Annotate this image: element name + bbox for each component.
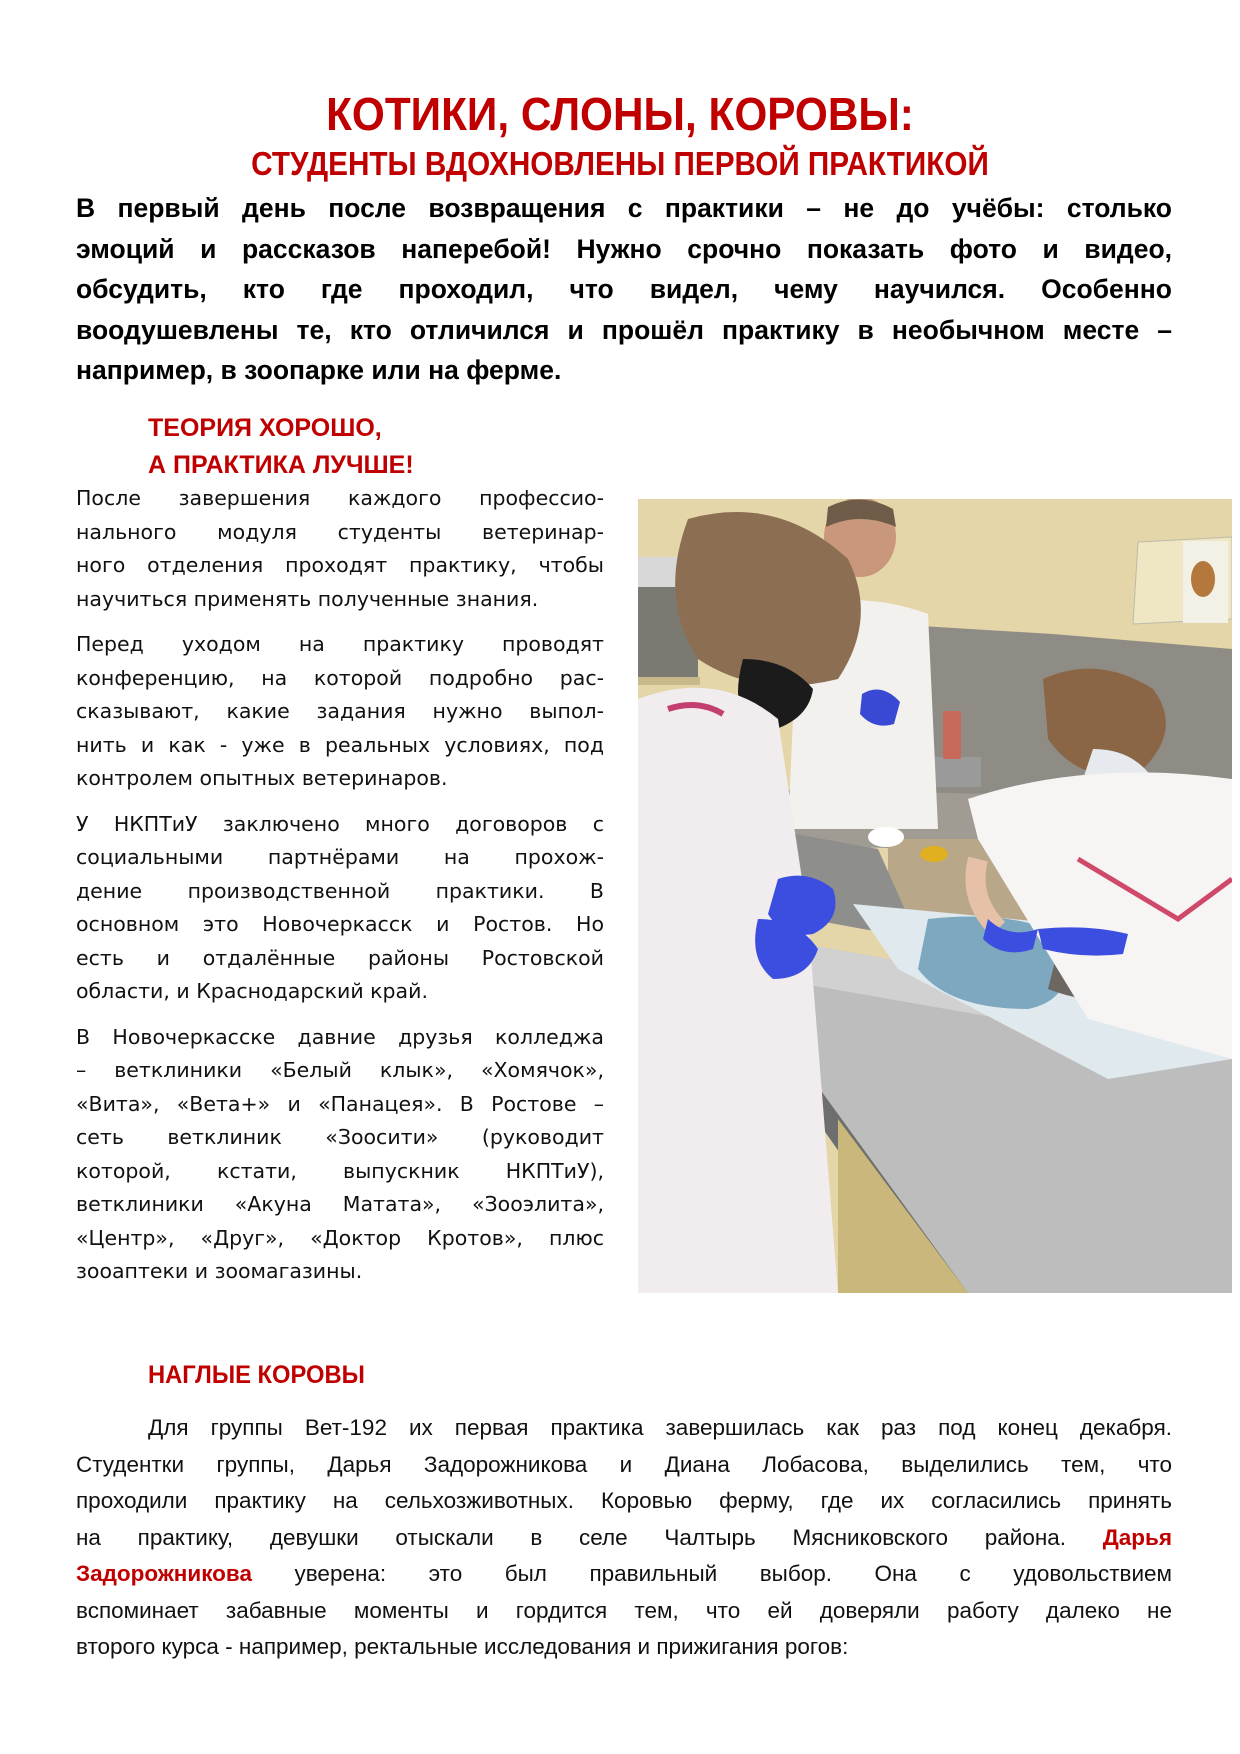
text-fragment: на практику, девушки отыскали в селе Чалтырь Мясниковского района. <box>76 1524 1067 1550</box>
section-heading-line: А ПРАКТИКА ЛУЧШЕ! <box>148 451 414 479</box>
text-line: зооаптеки и зоомагазины. <box>76 1259 363 1283</box>
paragraph <box>76 808 604 1009</box>
text-line: вспоминает забавные моменты и гордится тем, что ей доверяли работу далеко не <box>76 1597 1172 1623</box>
text-line: «Вита», «Вета+» и «Панацея». В Ростове – <box>76 1091 604 1116</box>
text-line: ного отделения проходят практику, чтобы <box>76 553 604 577</box>
paragraph <box>76 628 604 796</box>
text-line: Для группы Вет-192 их первая практика завершилась как раз под конец декабря. <box>148 1415 1172 1440</box>
highlighted-name: Задорожникова <box>76 1561 252 1586</box>
lead-line: обсудить, кто где проходил, что видел, чему научился. Особенно <box>76 274 1172 304</box>
section-heading-cows: НАГЛЫЕ КОРОВЫ <box>148 1361 365 1389</box>
text-line: сеть ветклиник «Зоосити» (руководит <box>76 1125 604 1149</box>
text-fragment: уверена: это был правильный выбор. Она с удовольствием <box>251 1561 1172 1586</box>
section-heading-line: ТЕОРИЯ ХОРОШО, <box>148 414 382 442</box>
lead-line: воодушевлены те, кто отличился и прошёл практику в необычном месте – <box>76 314 1172 345</box>
text-line: «Центр», «Друг», «Доктор Кротов», плюс <box>76 1225 604 1250</box>
text-line: нального модуля студенты ветеринар- <box>76 519 604 544</box>
text-line: второго курса - например, ректальные исследования и прижигания рогов: <box>76 1634 849 1659</box>
text-line: социальными партнёрами на прохож- <box>76 845 604 869</box>
text-line: После завершения каждого профессио- <box>76 486 604 510</box>
text-line <box>76 1520 1172 1557</box>
text-line: проходили практику на сельхозживотных. Коровью ферму, где их согласились принять <box>76 1488 1172 1513</box>
lead-line: В первый день после возвращения с практики – не до учёбы: столько <box>76 193 1172 223</box>
text-line: сказывают, какие задания нужно выпол- <box>76 699 604 723</box>
text-line: ветклиники «Акуна Матата», «Зооэлита», <box>76 1192 604 1216</box>
paragraph <box>76 1021 604 1289</box>
text-line: дение производственной практики. В <box>76 878 604 903</box>
text-line: основном это Новочеркасск и Ростов. Но <box>76 912 604 936</box>
lead-line: например, в зоопарке или на ферме. <box>76 355 562 385</box>
section1-body <box>76 482 604 1301</box>
text-line: конференцию, на которой подробно рас- <box>76 665 604 690</box>
text-line: области, и Краснодарский край. <box>76 979 428 1003</box>
text-line: У НКПТиУ заключено много договоров с <box>76 811 604 836</box>
text-line <box>76 1556 1172 1593</box>
text-line: – ветклиники «Белый клык», «Хомячок», <box>76 1058 604 1082</box>
text-line: В Новочеркасске давние друзья колледжа <box>76 1024 604 1049</box>
article-title: КОТИКИ, СЛОНЫ, КОРОВЫ: <box>326 88 914 140</box>
text-line: Перед уходом на практику проводят <box>76 632 604 656</box>
veterinary-surgery-photo <box>638 499 1232 1293</box>
highlighted-name: Дарья <box>1102 1524 1172 1550</box>
text-line: есть и отдалённые районы Ростовской <box>76 945 604 970</box>
text-line: контролем опытных ветеринаров. <box>76 766 448 790</box>
text-line: научиться применять полученные знания. <box>76 586 539 611</box>
text-line: Студентки группы, Дарья Задорожникова и Диана Лобасова, выделились тем, что <box>76 1451 1172 1477</box>
lead-paragraph <box>76 188 1172 391</box>
paragraph <box>76 482 604 616</box>
text-line: нить и как - уже в реальных условиях, под <box>76 732 604 757</box>
lead-line: эмоций и рассказов наперебой! Нужно срочно показать фото и видео, <box>76 233 1172 264</box>
text-line: которой, кстати, выпускник НКПТиУ), <box>76 1158 604 1183</box>
section2-body <box>76 1410 1172 1666</box>
section-heading-theory <box>148 410 414 484</box>
article-subtitle: СТУДЕНТЫ ВДОХНОВЛЕНЫ ПЕРВОЙ ПРАКТИКОЙ <box>251 145 989 182</box>
